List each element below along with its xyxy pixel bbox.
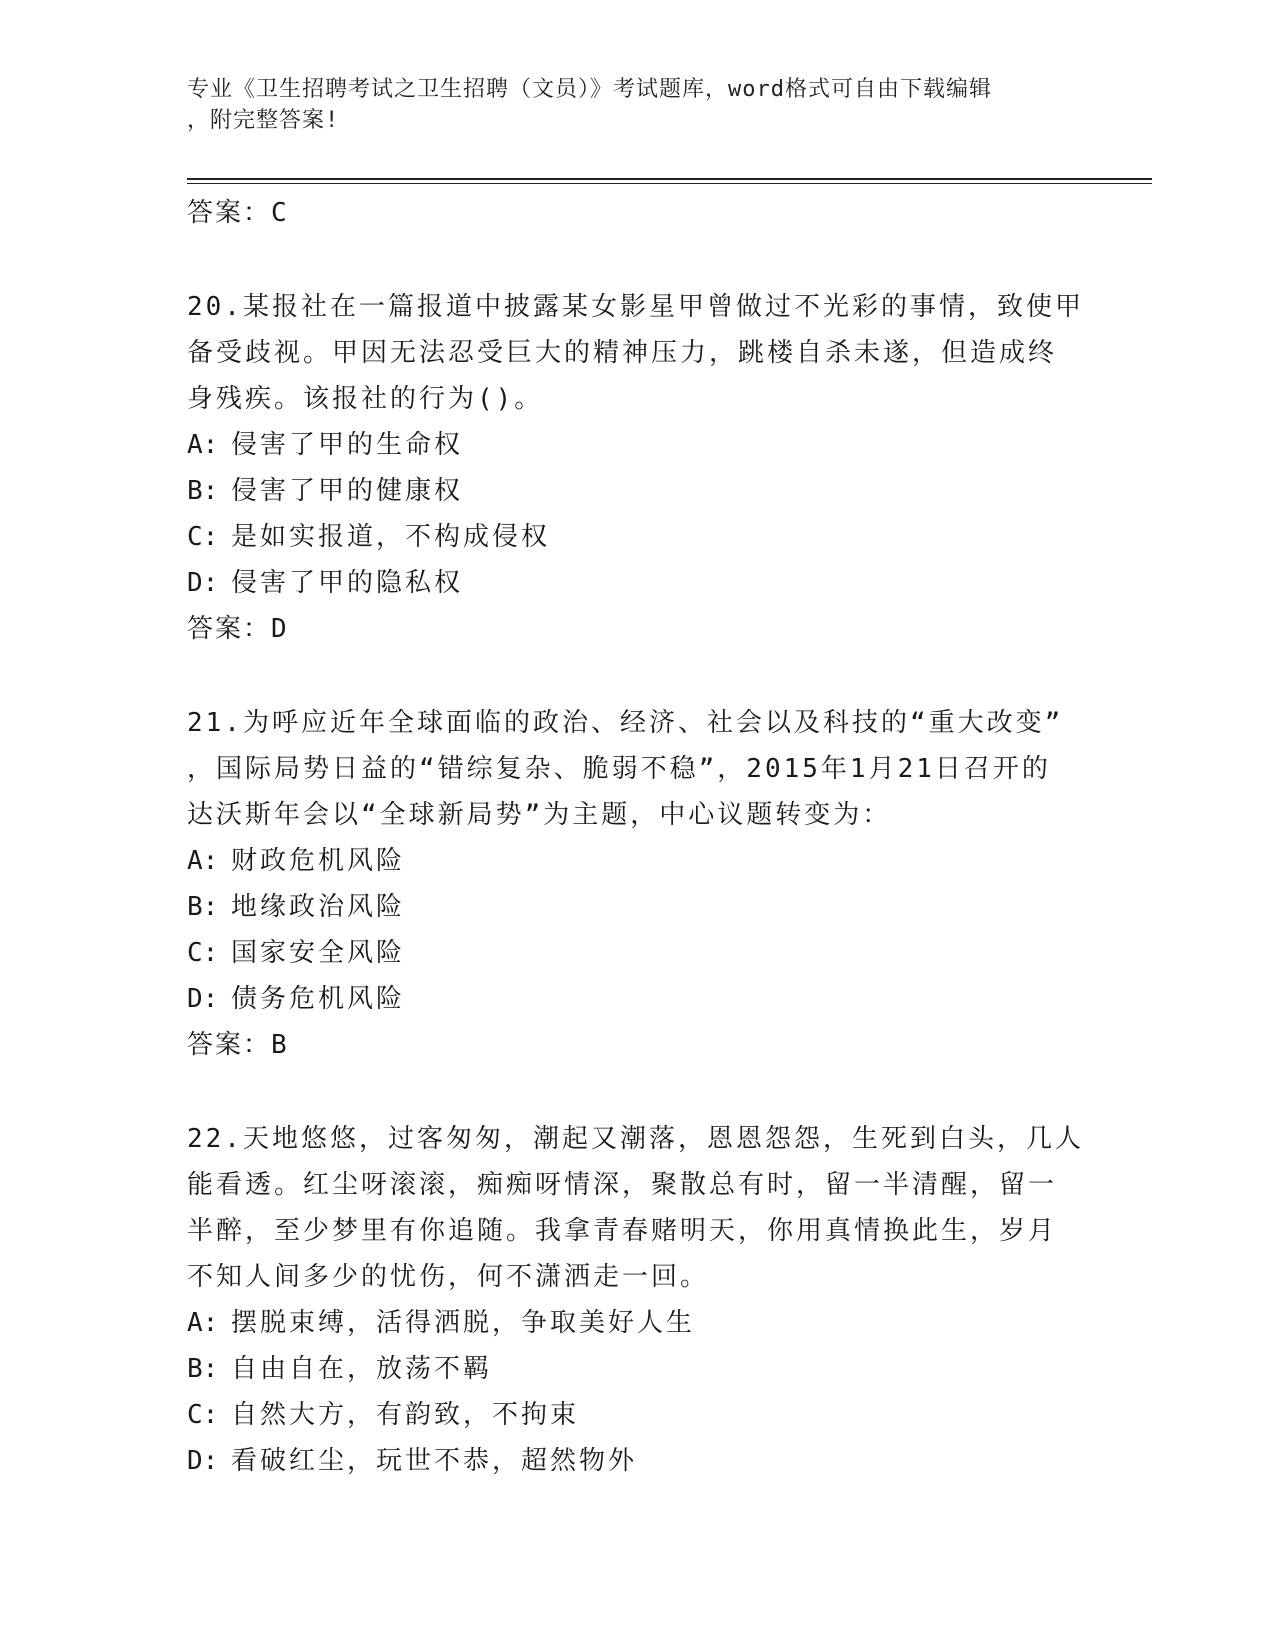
option-letter: B: — [187, 1354, 219, 1384]
answer-label: 答案：D — [187, 614, 289, 644]
header-rule-thin — [187, 183, 1152, 184]
question-text-line: 达沃斯年会以“全球新局势”为主题，中心议题转变为： — [187, 800, 892, 830]
question-text-line: 半醉，至少梦里有你追随。我拿青春赌明天，你用真情换此生，岁月 — [187, 1216, 1058, 1246]
option-text: 摆脱束缚，活得洒脱，争取美好人生 — [231, 1308, 696, 1338]
option-text: 看破红尘，玩世不恭，超然物外 — [231, 1446, 638, 1476]
option-letter: C: — [187, 938, 219, 968]
option-letter: B: — [187, 476, 219, 506]
option-text: 地缘政治风险 — [231, 892, 406, 922]
question-text-line: 身残疾。该报社的行为()。 — [187, 384, 544, 414]
option-letter: D: — [187, 1446, 219, 1476]
question-text-line: 22.天地悠悠，过客匆匆，潮起又潮落，恩恩怨怨，生死到白头，几人 — [187, 1124, 1084, 1154]
question-text-line: 21.为呼应近年全球面临的政治、经济、社会以及科技的“重大改变” — [187, 708, 1064, 738]
option-text: 国家安全风险 — [231, 938, 406, 968]
option-text: 自然大方，有韵致，不拘束 — [231, 1400, 580, 1430]
question-text-line: 不知人间多少的忧伤，何不潇洒走一回。 — [187, 1262, 710, 1292]
question-text-line: 20.某报社在一篇报道中披露某女影星甲曾做过不光彩的事情，致使甲 — [187, 292, 1084, 322]
option-b — [187, 884, 1087, 930]
question-text-line: ，国际局势日益的“错综复杂、脆弱不稳”，2015年1月21日召开的 — [187, 754, 1051, 784]
option-a — [187, 422, 1087, 468]
option-a — [187, 1300, 1087, 1346]
option-b — [187, 1346, 1087, 1392]
option-letter: D: — [187, 568, 219, 598]
option-letter: A: — [187, 1308, 219, 1338]
option-letter: A: — [187, 430, 219, 460]
option-c — [187, 1392, 1087, 1438]
question-22 — [187, 1116, 1087, 1484]
option-text: 侵害了甲的生命权 — [231, 430, 464, 460]
page-header — [187, 74, 1067, 136]
question-20 — [187, 284, 1087, 652]
answer-label: 答案：B — [187, 1030, 289, 1060]
option-d — [187, 560, 1087, 606]
question-text-line: 备受歧视。甲因无法忍受巨大的精神压力，跳楼自杀未遂，但造成终 — [187, 338, 1058, 368]
option-d — [187, 1438, 1087, 1484]
option-letter: D: — [187, 984, 219, 1014]
header-line-1: 专业《卫生招聘考试之卫生招聘（文员）》考试题库，word格式可自由下载编辑 — [187, 77, 992, 102]
question-21 — [187, 700, 1087, 1068]
option-text: 财政危机风险 — [231, 846, 406, 876]
option-text: 债务危机风险 — [231, 984, 406, 1014]
option-text: 侵害了甲的隐私权 — [231, 568, 464, 598]
option-c — [187, 514, 1087, 560]
option-b — [187, 468, 1087, 514]
answer-label: 答案：C — [187, 198, 289, 228]
option-letter: B: — [187, 892, 219, 922]
option-letter: A: — [187, 846, 219, 876]
option-text: 侵害了甲的健康权 — [231, 476, 464, 506]
option-a — [187, 838, 1087, 884]
header-rule-thick — [187, 178, 1152, 180]
option-d — [187, 976, 1087, 1022]
option-text: 自由自在，放荡不羁 — [231, 1354, 493, 1384]
option-text: 是如实报道，不构成侵权 — [231, 522, 551, 552]
option-c — [187, 930, 1087, 976]
option-letter: C: — [187, 522, 219, 552]
header-line-2: ，附完整答案! — [187, 108, 340, 133]
question-text-line: 能看透。红尘呀滚滚，痴痴呀情深，聚散总有时，留一半清醒，留一 — [187, 1170, 1058, 1200]
option-letter: C: — [187, 1400, 219, 1430]
question-list — [187, 188, 1087, 1484]
